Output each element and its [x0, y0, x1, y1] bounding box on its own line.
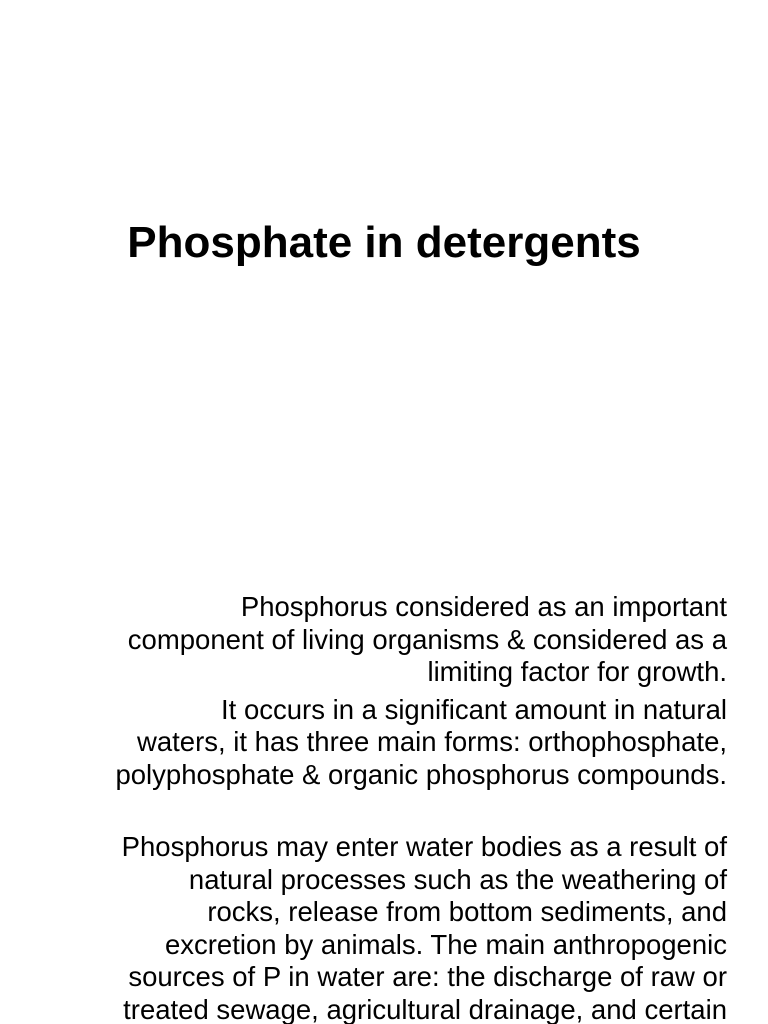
slide-title: Phosphate in detergents — [127, 218, 641, 267]
slide-body — [40, 591, 727, 1024]
paragraph-phosphorus-sources: Phosphorus may enter water bodies as a result of natural processes such as the weathering of rocks, release from bottom sediments, and excretion by animals. The main anthropogenic sources of P in water are: the discharge of raw or treated sewage, agricultural drainage, and certain — [121, 831, 727, 1024]
paragraph-phosphorus-importance: Phosphorus considered as an important component of living organisms & considered as a limiting factor for growth. — [127, 591, 727, 687]
paragraph-phosphorus-forms: It occurs in a significant amount in natural waters, it has three main forms: orthophosphate, polyphosphate & organic phosphorus compounds. — [115, 693, 727, 790]
